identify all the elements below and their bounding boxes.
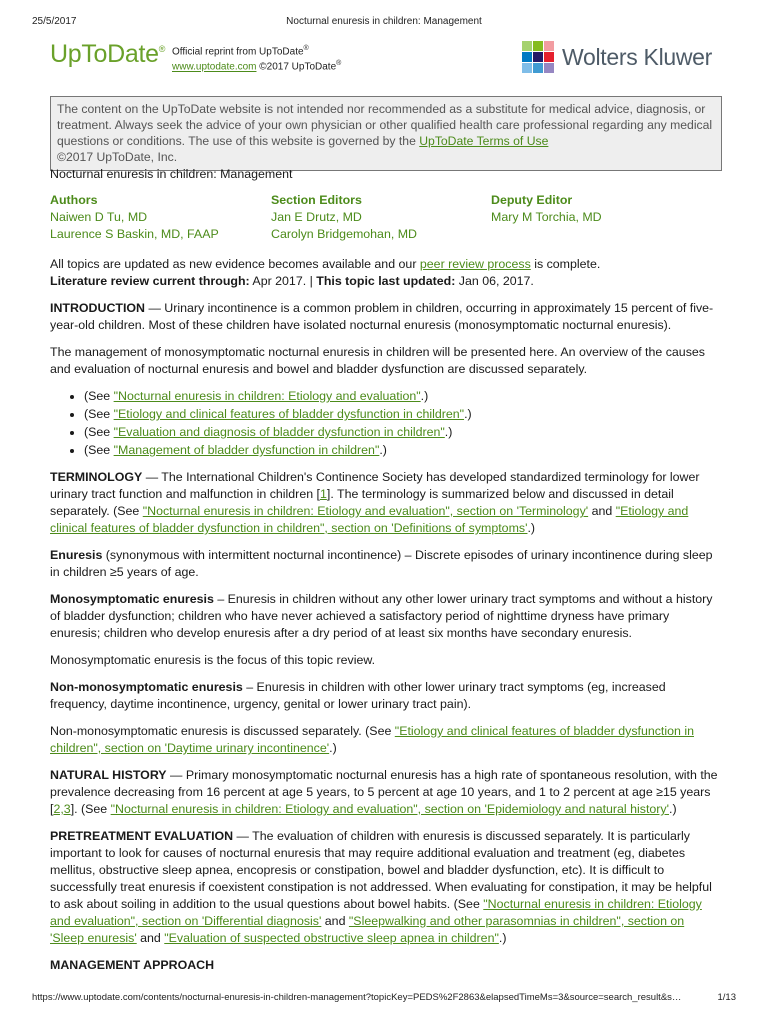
- terminology-heading: TERMINOLOGY: [50, 470, 143, 484]
- author-name[interactable]: Naiwen D Tu, MD: [50, 210, 148, 224]
- print-url: https://www.uptodate.com/contents/nocturnal-enuresis-in-children-management?topicKey=PEDS%2F2863&elapsedTimeMs=3&source=search_result&s…: [32, 992, 682, 1003]
- natural-history-heading: NATURAL HISTORY: [50, 768, 167, 782]
- management-approach-heading: MANAGEMENT APPROACH: [50, 958, 215, 972]
- introduction-paragraph: INTRODUCTION — Urinary incontinence is a common problem in children, occurring in approximately 15 percent of five-year-old children. Most of these children have isolated nocturnal enuresis (monosymptomatic nocturnal enuresis).: [50, 301, 714, 332]
- deputy-editor-name[interactable]: Mary M Torchia, MD: [491, 210, 602, 224]
- list-item: • (See "Nocturnal enuresis in children: Etiology and evaluation".): [84, 388, 718, 405]
- definitions-link[interactable]: "Etiology and clinical features of bladder dysfunction in children", section on 'Definitions of symptoms': [50, 504, 689, 535]
- focus-statement: Monosymptomatic enuresis is the focus of this topic review.: [50, 653, 376, 667]
- sleep-enuresis-link[interactable]: "Sleepwalking and other parasomnias in children", section on 'Sleep enuresis': [50, 914, 685, 945]
- pretreatment-heading: PRETREATMENT EVALUATION: [50, 829, 234, 843]
- wolters-kluwer-wordmark: Wolters Kluwer: [562, 44, 713, 70]
- see-also-list: [50, 388, 718, 459]
- list-item: • (See "Etiology and clinical features of bladder dysfunction in children".): [84, 406, 718, 423]
- list-item: • (See "Management of bladder dysfunction in children".): [84, 442, 718, 459]
- disclaimer-text: The content on the UpToDate website is not intended nor recommended as a substitute for medical advice, diagnosis, or treatment. Always seek the advice of your own physician or other qualified health care professional regarding any medical questions or conditions. The use of this website is governed by the: [57, 102, 713, 148]
- natural-history-paragraph: NATURAL HISTORY — Primary monosymptomatic nocturnal enuresis has a high rate of spontaneous resolution, with the prevalence decreasing from 16 percent at age 5 years, to 5 percent at age 10 years, and 1 to 2 percent at age ≥15 years [2,3]. (See "Nocturnal enuresis in children: Etiology and evaluation", section on 'Epidemiology and natural history'.): [50, 768, 718, 816]
- deputy-editor-heading: Deputy Editor: [491, 193, 573, 207]
- authors-heading: Authors: [50, 193, 98, 207]
- disclaimer-box: [50, 96, 722, 171]
- uptodate-website-link[interactable]: www.uptodate.com: [172, 61, 257, 73]
- epidemiology-link[interactable]: "Nocturnal enuresis in children: Etiology and evaluation", section on 'Epidemiology and natural history': [110, 802, 669, 816]
- monosymptomatic-definition: Monosymptomatic enuresis – Enuresis in children without any other lower urinary tract symptoms and without a history of bladder dysfunction; children who have never achieved a satisfactory period of nighttime dryness have primary enuresis; children who develop enuresis after a dry period of at least six months have secondary enuresis.: [50, 592, 713, 640]
- terms-of-use-link[interactable]: UpToDate Terms of Use: [419, 134, 549, 148]
- reprint-copyright: ©2017 UpToDate: [259, 61, 337, 73]
- brand-row: [50, 40, 718, 80]
- sleep-apnea-link[interactable]: "Evaluation of suspected obstructive sleep apnea in children": [164, 931, 499, 945]
- introduction-heading: INTRODUCTION: [50, 301, 145, 315]
- deputy-editor-column: [491, 192, 602, 226]
- differential-diagnosis-link[interactable]: "Nocturnal enuresis in children: Etiology and evaluation", section on 'Differential diagnosis': [50, 897, 702, 928]
- overview-paragraph: The management of monosymptomatic nocturnal enuresis in children will be presented here. An overview of the causes and evaluation of nocturnal enuresis and bowel and bladder dysfunction are discussed separately.: [50, 345, 705, 376]
- contributors: [50, 192, 718, 244]
- update-notice: All topics are updated as new evidence becomes available and our peer review process is complete. Literature review current through: Apr 2017. | This topic last updated: Jan 06, 2017.: [50, 257, 601, 288]
- terminology-link[interactable]: "Nocturnal enuresis in children: Etiology and evaluation", section on 'Terminology': [142, 504, 589, 518]
- uptodate-logo[interactable]: UpToDate®: [50, 40, 166, 68]
- terminology-paragraph: TERMINOLOGY — The International Children's Continence Society has developed standardized terminology for lower urinary tract function and malfunction in children [1]. The terminology is summarized below and discussed in detail separately. (See "Nocturnal enuresis in children: Etiology and evaluation", section on 'Terminology' and "Etiology and clinical features of bladder dysfunction in children", section on 'Definitions of symptoms'.): [50, 470, 700, 535]
- section-editors-column: [271, 192, 417, 243]
- editor-name[interactable]: Carolyn Bridgemohan, MD: [271, 227, 417, 241]
- print-date: 25/5/2017: [32, 16, 77, 27]
- wolters-kluwer-mark-icon: [522, 41, 554, 73]
- print-footer: [32, 992, 736, 1006]
- pretreatment-paragraph: PRETREATMENT EVALUATION — The evaluation of children with enuresis is discussed separately. It is particularly important to look for causes of nocturnal enuresis that may require additional evaluation and treatment (eg, diabetes mellitus, obstructive sleep apnea, encopresis or constipation, bowel and bladder dysfunction, etc). It is difficult to successfully treat enuresis if coexistent constipation is not addressed. When evaluating for constipation, it may be helpful to ask about soiling in addition to the usual questions about bowel habits. (See "Nocturnal enuresis in children: Etiology and evaluation", section on 'Differential diagnosis' and "Sleepwalking and other parasomnias in children", section on 'Sleep enuresis' and "Evaluation of suspected obstructive sleep apnea in children".): [50, 829, 712, 945]
- enuresis-definition: Enuresis (synonymous with intermittent nocturnal incontinence) – Discrete episodes of urinary incontinence during sleep in children ≥5 years of age.: [50, 548, 713, 579]
- editor-name[interactable]: Jan E Drutz, MD: [271, 210, 362, 224]
- reprint-line: Official reprint from UpToDate: [172, 46, 304, 58]
- reprint-notice: Official reprint from UpToDate® www.uptodate.com ©2017 UpToDate®: [172, 45, 342, 73]
- peer-review-link[interactable]: peer review process: [419, 257, 531, 271]
- wolters-kluwer-logo[interactable]: [522, 40, 718, 76]
- daytime-incontinence-link[interactable]: "Etiology and clinical features of bladder dysfunction in children", section on 'Daytime urinary incontinence': [50, 724, 694, 755]
- disclaimer-copyright: ©2017 UpToDate, Inc.: [57, 150, 178, 164]
- see-link[interactable]: "Nocturnal enuresis in children: Etiology and evaluation": [113, 389, 421, 403]
- authors-column: [50, 192, 219, 243]
- non-monosymptomatic-definition: Non-monosymptomatic enuresis – Enuresis in children with other lower urinary tract symptoms (eg, increased frequency, daytime incontinence, urgency, genital or lower urinary tract pain).: [50, 680, 666, 711]
- reference-link[interactable]: 1: [319, 487, 327, 501]
- author-name[interactable]: Laurence S Baskin, MD, FAAP: [50, 227, 219, 241]
- non-monosymptomatic-note: Non-monosymptomatic enuresis is discussed separately. (See "Etiology and clinical features of bladder dysfunction in children", section on 'Daytime urinary incontinence'.): [50, 724, 694, 755]
- see-link[interactable]: "Evaluation and diagnosis of bladder dysfunction in children": [113, 425, 445, 439]
- print-header: [32, 16, 736, 30]
- article-content: [50, 166, 718, 984]
- section-editors-heading: Section Editors: [271, 193, 362, 207]
- see-link[interactable]: "Etiology and clinical features of bladder dysfunction in children": [113, 407, 465, 421]
- list-item: • (See "Evaluation and diagnosis of bladder dysfunction in children".): [84, 424, 718, 441]
- page-number: 1/13: [717, 992, 736, 1003]
- topic-title: Nocturnal enuresis in children: Management: [50, 167, 293, 181]
- print-title: Nocturnal enuresis in children: Management: [286, 16, 482, 27]
- reference-link[interactable]: 2,3: [53, 802, 71, 816]
- see-link[interactable]: "Management of bladder dysfunction in children": [113, 443, 380, 457]
